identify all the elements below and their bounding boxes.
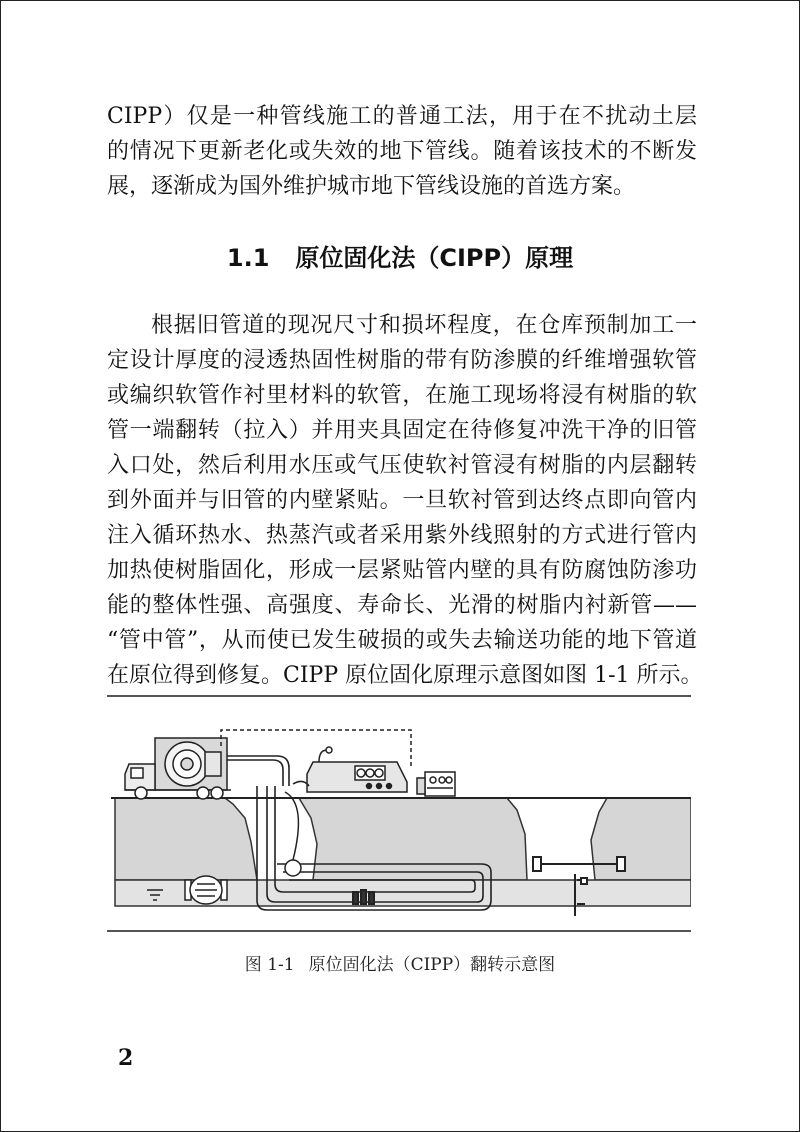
paragraph-1 [107,99,697,204]
section-heading [0,238,800,273]
inversion-truck [125,738,231,799]
ground-section [115,798,691,880]
text-line: “管中管”，从而使已发生破损的或失去输送功能的地下管道 [107,628,697,653]
text-line: 或编织软管作衬里材料的软管，在施工现场将浸有树脂的软 [107,383,697,408]
truck-wheel [135,787,147,799]
hose-clamp-icon [353,890,374,904]
pipe-plug-icon [185,876,227,904]
section-title: 原位固化法（CIPP）原理 [295,244,574,272]
control-box [417,772,455,796]
paragraph-2 [107,308,703,693]
text-line: 注入循环热水、热蒸汽或者采用紫外线照射的方式进行管内 [107,523,697,548]
text-line: 定设计厚度的浸透热固性树脂的带有防渗膜的纤维增强软管 [107,348,697,373]
text-line: 根据旧管道的现况尺寸和损坏程度，在仓库预制加工一 [151,313,697,338]
text-line: 的情况下更新老化或失效的地下管线。随着该技术的不断发 [107,139,697,164]
truck-wheel [197,787,209,799]
text-line: 能的整体性强、高强度、寿命长、光滑的树脂内衬新管—— [107,593,697,618]
text-line: CIPP）仅是一种管线施工的普通工法，用于在不扰动土层 [107,104,697,129]
text-line: 入口处，然后利用水压或气压使软衬管浸有树脂的内层翻转 [107,453,697,478]
turning-roller-icon [285,860,301,876]
figure-caption-label: 图 1-1 [244,955,295,975]
page-number: 2 [118,1045,134,1071]
feed-hose [285,792,298,860]
text-line: 管一端翻转（拉入）并用夹具固定在待修复冲洗干净的旧管 [107,418,697,443]
section-number: 1.1 [226,244,270,272]
cipp-inversion-diagram [107,694,691,934]
figure-caption-text: 原位固化法（CIPP）翻转示意图 [308,955,556,975]
truck-wheel [211,787,223,799]
figure-caption [0,950,800,975]
text-line: 到外面并与旧管的内壁紧贴。一旦软衬管到达终点即向管内 [107,488,697,513]
text-line: 加热使树脂固化，形成一层紧贴管内壁的具有防腐蚀防渗功 [107,558,697,583]
text-line: 展，逐渐成为国外维护城市地下管线设施的首选方案。 [107,174,636,199]
boiler-unit [307,747,407,792]
text-line: 在原位得到修复。CIPP 原位固化原理示意图如图 1-1 所示。 [107,663,703,688]
hot-water-pipe [227,760,283,786]
